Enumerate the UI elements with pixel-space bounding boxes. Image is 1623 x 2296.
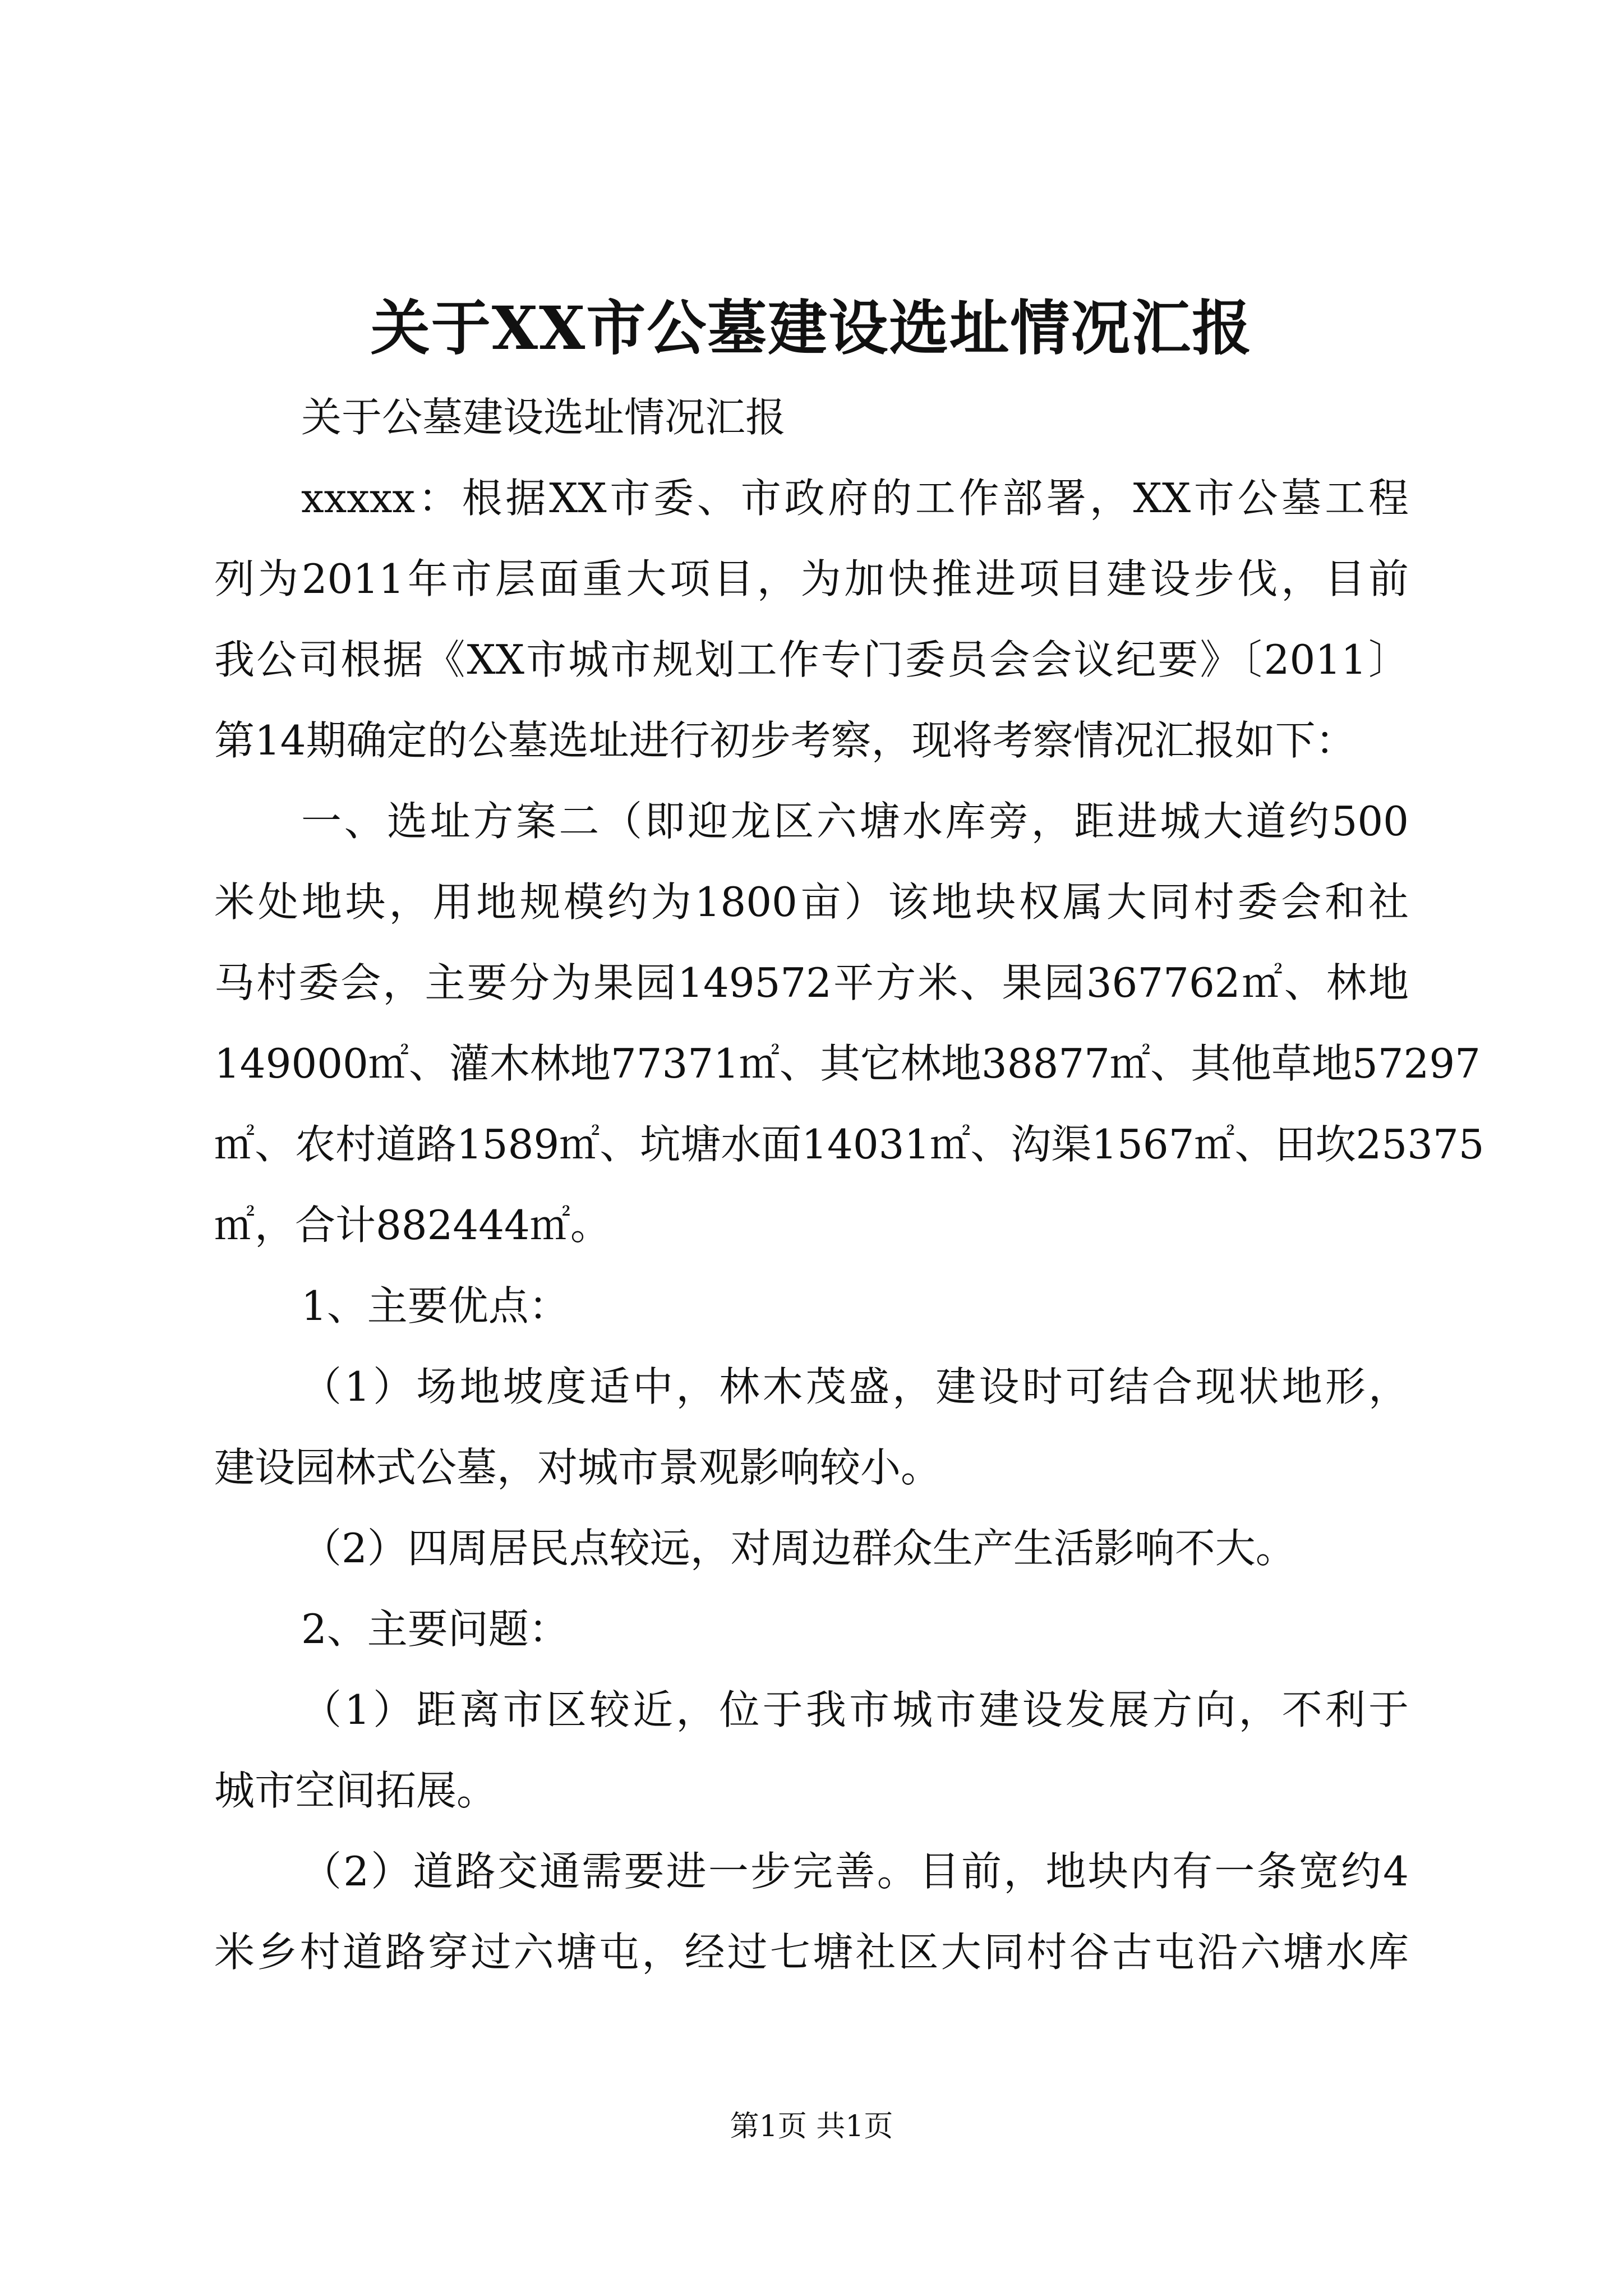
text-line: ㎡，合计882444㎡。 <box>214 1202 611 1249</box>
text-line: 列为2011年市层面重大项目，为加快推进项目建设步伐，目前 <box>214 555 1409 602</box>
text-line: 2、主要问题： <box>301 1605 569 1653</box>
text-line: 我公司根据《XX市城市规划工作专门委员会会议纪要》〔2011〕 <box>214 636 1409 683</box>
text-line: 马村委会，主要分为果园149572平方米、果园367762㎡、林地 <box>214 959 1409 1006</box>
text-line: （2）四周居民点较远，对周边群众生产生活影响不大。 <box>301 1525 1296 1572</box>
page-footer: 第1页 共1页 <box>730 2110 893 2143</box>
text-line: 149000㎡、灌木林地77371㎡、其它林地38877㎡、其他草地57297 <box>214 1040 1481 1087</box>
text-line: 第14期确定的公墓选址进行初步考察，现将考察情况汇报如下： <box>214 717 1356 764</box>
text-line: （1）距离市区较近，位于我市城市建设发展方向，不利于 <box>301 1686 1409 1733</box>
document-body <box>214 377 1484 1993</box>
text-line: （2）道路交通需要进一步完善。目前，地块内有一条宽约4 <box>301 1848 1409 1895</box>
text-line: 米处地块，用地规模约为1800亩）该地块权属大同村委会和社 <box>214 878 1409 926</box>
text-line: 城市空间拓展。 <box>214 1767 497 1814</box>
text-line: xxxxx：根据XX市委、市政府的工作部署，XX市公墓工程 <box>301 475 1409 522</box>
text-line: 建设园林式公墓，对城市景观影响较小。 <box>214 1444 942 1491</box>
document-title: 关于XX市公墓建设选址情况汇报 <box>370 293 1253 363</box>
text-line: 米乡村道路穿过六塘屯，经过七塘社区大同村谷古屯沿六塘水库 <box>214 1929 1409 1976</box>
text-line: ㎡、农村道路1589㎡、坑塘水面14031㎡、沟渠1567㎡、田坎25375 <box>214 1121 1484 1168</box>
text-line: 关于公墓建设选址情况汇报 <box>301 394 786 441</box>
text-line: 一、选址方案二（即迎龙区六塘水库旁，距进城大道约500 <box>301 798 1409 845</box>
text-line: 1、主要优点： <box>301 1282 569 1329</box>
text-line: （1）场地坡度适中，林木茂盛，建设时可结合现状地形， <box>301 1363 1409 1410</box>
